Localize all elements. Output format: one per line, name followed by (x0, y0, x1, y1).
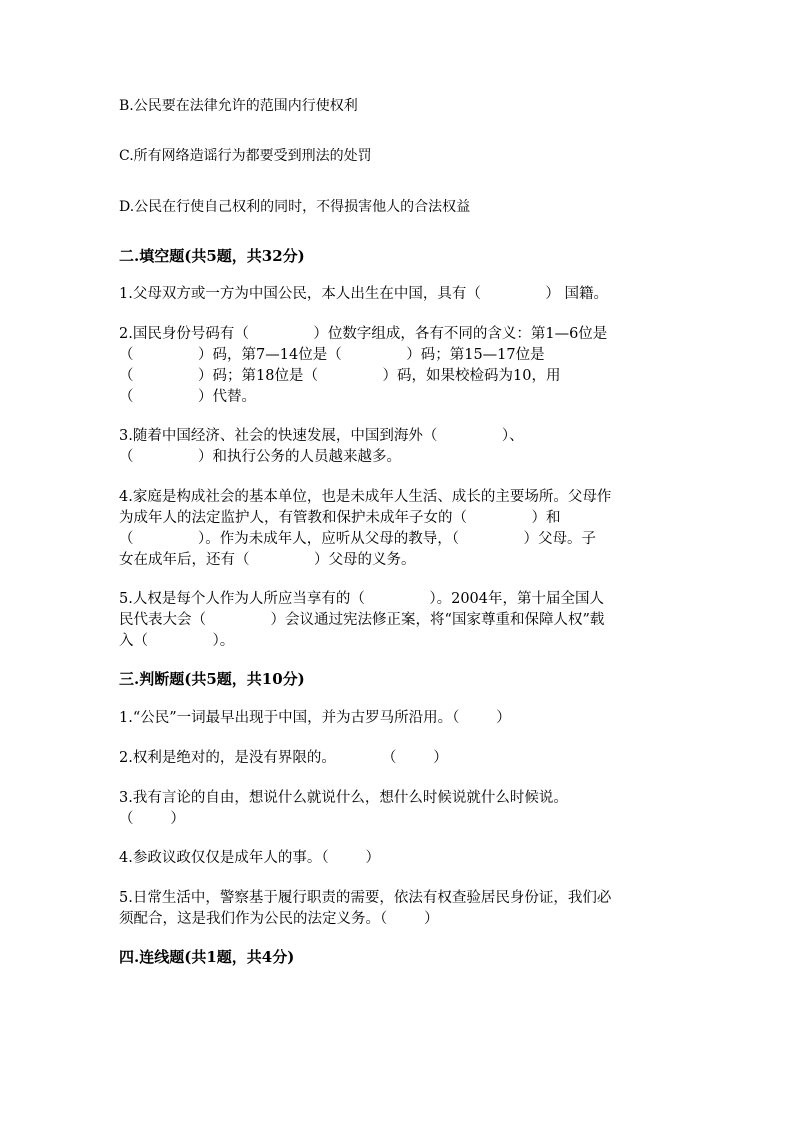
section-heading-matching: 四.连线题(共1题，共4分) (119, 948, 295, 966)
option-c: C.所有网络造谣行为都要受到刑法的处罚 (119, 148, 372, 164)
question-line: 4.家庭是构成社会的基本单位，也是未成年人生活、成长的主要场所。父母作 (119, 489, 612, 505)
question-line: 5.日常生活中，警察基于履行职责的需要，依法有权查验居民身份证，我们必 (119, 890, 612, 906)
option-d: D.公民在行使自己权利的同时，不得损害他人的合法权益 (119, 199, 471, 215)
section-heading-fill-blank: 二.填空题(共5题，共32分) (119, 247, 305, 265)
section-heading-true-false: 三.判断题(共5题，共10分) (119, 670, 305, 688)
question-line: 女在成年后，还有（ ）父母的义务。 (119, 552, 416, 568)
question-line: 3.随着中国经济、社会的快速发展，中国到海外（ ）、 (119, 428, 524, 444)
question-line: 4.参政议政仅仅是成年人的事。（ ） (119, 850, 380, 866)
question-line: 民代表大会（ ）会议通过宪法修正案，将“国家尊重和保障人权”载 (119, 612, 605, 628)
question-line: 1.父母双方或一方为中国公民，本人出生在中国，具有（ ） 国籍。 (119, 286, 608, 302)
question-line: （ ）码；第18位是（ ）码，如果校检码为10，用 (119, 368, 561, 384)
option-b: B.公民要在法律允许的范围内行使权利 (119, 98, 358, 114)
question-line: （ ）和执行公务的人员越来越多。 (119, 449, 402, 465)
question-line: 入（ ）。 (119, 633, 235, 649)
question-line: 为成年人的法定监护人，有管教和保护未成年子女的（ ）和 (119, 510, 561, 526)
question-line: （ ）代替。 (119, 389, 257, 405)
question-line: 5.人权是每个人作为人所应当享有的（ ）。2004年，第十届全国人 (119, 591, 605, 607)
question-line: 2.国民身份号码有（ ）位数字组成，各有不同的含义：第1—6位是 (119, 326, 608, 342)
question-line: 2.权利是绝对的，是没有界限的。 （ ） (119, 750, 448, 766)
question-line: （ ）。作为未成年人，应听从父母的教导，（ ）父母。子 (119, 531, 597, 547)
question-line: （ ）码，第7—14位是（ ）码；第15—17位是 (119, 347, 545, 363)
question-line: 须配合，这是我们作为公民的法定义务。（ ） (119, 911, 439, 927)
question-line: （ ） (119, 811, 185, 827)
question-line: 1.“公民”一词最早出现于中国，并为古罗马所沿用。（ ） (119, 710, 511, 726)
question-line: 3.我有言论的自由，想说什么就说什么，想什么时候说就什么时候说。 (119, 790, 568, 806)
